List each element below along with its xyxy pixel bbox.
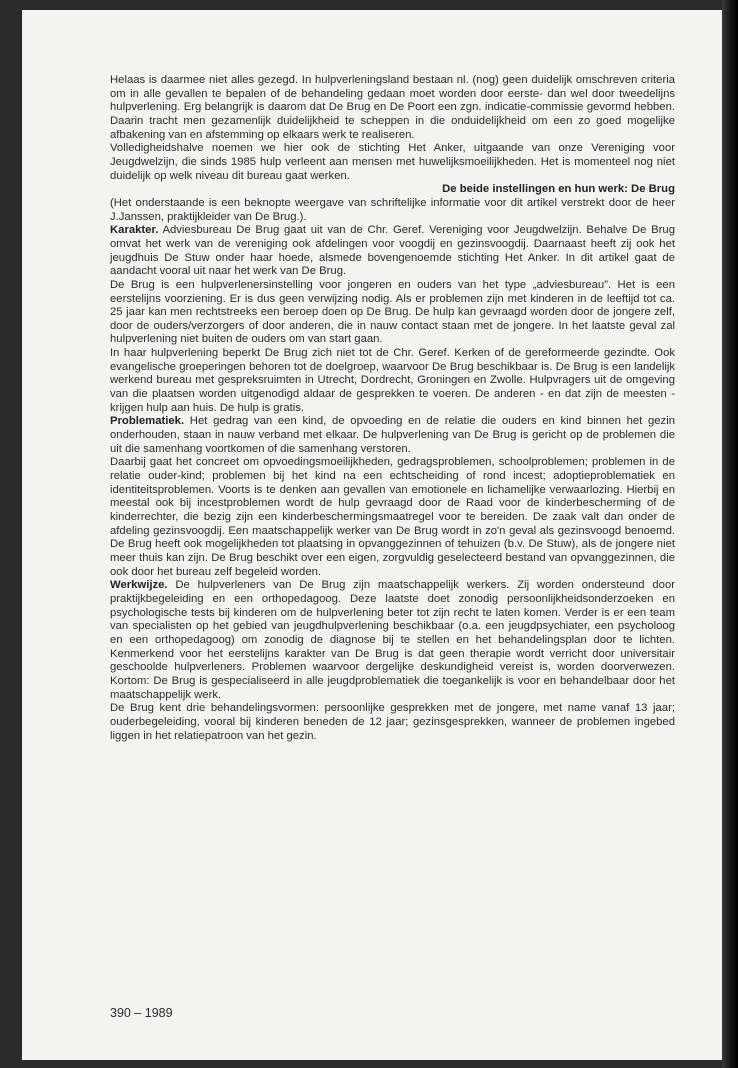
paragraph-doelgroep: In haar hulpverlening beperkt De Brug zich niet tot de Chr. Geref. Kerken of de gereformeerde gezindte. Ook evangelische groeperingen behoren tot de doelgroep, waarvoor De Brug beschikbaar is. De Brug is een landelijk werkend bureau met gespreksruimten in Utrecht, Dordrecht, Groningen en Zwolle. Hulpvragers uit de omgeving van die plaatsen worden uitgenodigd aldaar de gesprekken te voeren. De anderen - en dat zijn de meesten - krijgen hulp aan huis. De hulp is gratis.	[110, 347, 675, 414]
page-footer: 390 – 1989	[110, 1006, 173, 1020]
paragraph-karakter	[110, 224, 675, 279]
paragraph-werkwijze	[110, 579, 675, 702]
paragraph-intro: (Het onderstaande is een beknopte weergave van schriftelijke informatie voor dit artikel verstrekt door de heer J.Janssen, praktijkleider van De Brug.).	[110, 196, 675, 223]
paragraph-indicatie: Helaas is daarmee niet alles gezegd. In hulpverleningsland bestaan nl. (nog) geen duidelijk omschreven criteria om in alle gevallen te bepalen of de behandeling gedaan moet worden door eerste- dan wel door tweedelijns hulpverlening. Erg belangrijk is daarom dat De Brug en De Poort een zgn. indicatie-commissie gevormd hebben. Daarin tracht men gezamenlijk duidelijkheid te scheppen in die onduidelijkheid om een zo goed mogelijke afbakening van en afstemming op elkaars werk te realiseren.	[110, 74, 675, 141]
karakter-text: Adviesbureau De Brug gaat uit van de Chr. Geref. Vereniging voor Jeugdwelzijn. Behalve De Brug omvat het werk van de vereniging ook afdelingen voor voogdij en gezinsvoogdij. Daarnaast heeft zij ook het jeugdhuis De Stuw onder haar hoede, alsmede bovengenoemde stichting Het Anker. In dit artikel gaat de aandacht vooral uit naar het werk van De Brug.	[110, 224, 675, 278]
paragraph-het-anker: Volledigheidshalve noemen we hier ook de stichting Het Anker, uitgaande van onze Vereniging voor Jeugdwelzijn, die sinds 1985 hulp verleent aan mensen met huwelijksmoeilijkheden. Het is momenteel nog niet duidelijk op welk niveau dit bureau gaat werken.	[110, 142, 675, 182]
problematiek-text: Het gedrag van een kind, de opvoeding en de relatie die ouders en kind binnen het gezin onderhouden, staan in nauw verband met elkaar. De hulpverlening van De Brug is gericht op de problemen die uit die samenhang voortkomen of die samenhang verstoren.	[110, 415, 675, 455]
problematiek-lead: Problematiek.	[110, 415, 185, 428]
paragraph-problemen: Daarbij gaat het concreet om opvoedingsmoeilijkheden, gedragsproblemen, schoolproblemen; problemen in de relatie ouder-kind; problemen bij het kind na een echtscheiding of rond incest; adoptieproblematiek en identiteitsproblemen. Voorts is te denken aan gevallen van emotionele en lichamelijke verwaarlozing. Hierbij en meestal ook bij incestproblemen wordt de hulp gevraagd door de Raad voor de kinderbescherming of de kinderrechter, die bezig zijn een kinderbeschermingsmaatregel voor te bereiden. De zaak valt dan onder de afdeling gezinsvoogdij. Een maatschappelijk werker van De Brug wordt in zo'n geval als gezinsvoogd benoemd. De Brug heeft ook mogelijkheden tot plaatsing in opvanggezinnen of tehuizen (b.v. De Stuw), als de jongere niet meer thuis kan zijn. De Brug beschikt over een eigen, zorgvuldig geselecteerd bestand van opvanggezinnen, die ook door het bureau zelf begeleid worden.	[110, 456, 675, 578]
paragraph-behandelingsvormen: De Brug kent drie behandelingsvormen: persoonlijke gesprekken met de jongere, met name vanaf 13 jaar; ouderbegeleiding, vooral bij kinderen beneden de 12 jaar; gezinsgesprekken, wanneer de problemen ingebed liggen in het relatiepatroon van het gezin.	[110, 702, 675, 742]
section-heading: De beide instellingen en hun werk: De Brug	[442, 183, 675, 196]
werkwijze-lead: Werkwijze.	[110, 579, 168, 592]
paragraph-problematiek	[110, 415, 675, 456]
paragraph-adviesbureau: De Brug is een hulpverlenersinstelling voor jongeren en ouders van het type „adviesbureau”. Het is een eerstelijns voorziening. Er is dus geen verwijzing nodig. Als er problemen zijn met kinderen in de leeftijd tot ca. 25 jaar kan men rechtstreeks een beroep doen op De Brug. De hulp kan gevraagd worden door de jongere zelf, door de ouders/verzorgers of door anderen, die in nauw contact staan met de jongere. In het laatste geval zal hulpverlening niet buiten de ouders om van start gaan.	[110, 278, 675, 346]
scanned-page	[22, 10, 722, 1060]
article-body	[110, 74, 675, 743]
scan-edge	[722, 0, 738, 1068]
karakter-lead: Karakter.	[110, 224, 159, 237]
werkwijze-text: De hulpverleners van De Brug zijn maatschappelijk werkers. Zij worden ondersteund door praktijkbegeleiding en een orthopedagoog. Deze laatste doet zonodig persoonlijkheidsonderzoeken en psychologische tests bij kinderen om de hulpverlening beter tot zijn recht te laten komen. Verder is er een team van specialisten op het gebied van jeugdhulpverlening beschikbaar (o.a. een jeugdpsychiater, een psycholoog en een orthopedagoog) om zonodig de diagnose bij te stellen en het behandelingsplan door te lichten. Kenmerkend voor het eerstelijns karakter van De Brug is dat geen therapie wordt verricht door universitair geschoolde hulpverleners. Problemen waarvoor dergelijke deskundigheid vereist is, worden doorverwezen. Kortom: De Brug is gespecialiseerd in alle jeugdproblematiek die toegankelijk is voor en behandelbaar door het maatschappelijk werk.	[110, 579, 675, 701]
